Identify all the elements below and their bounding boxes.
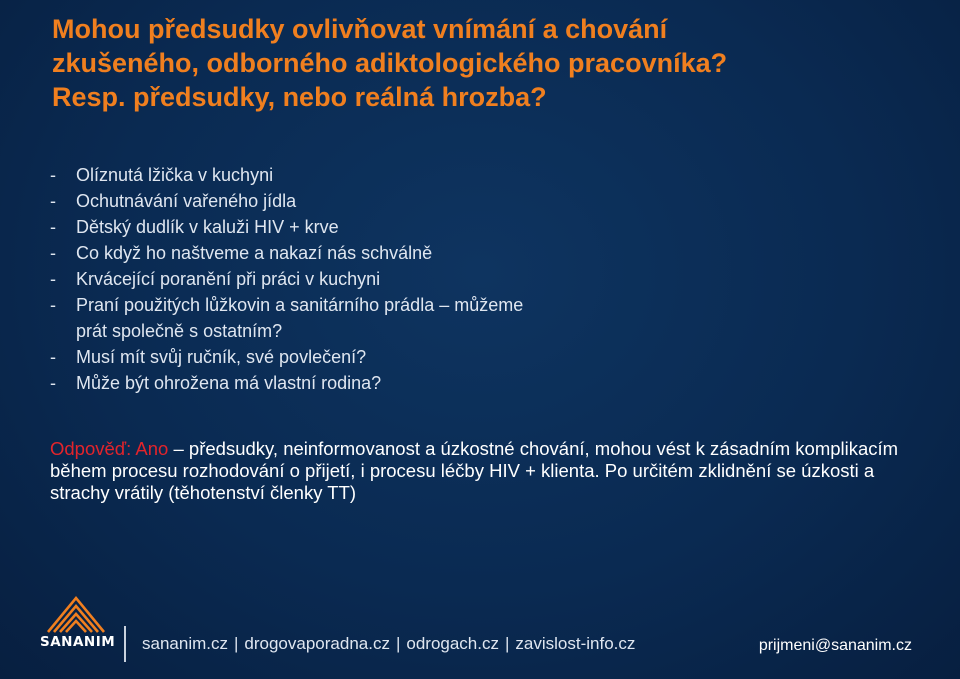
footer bbox=[0, 590, 960, 679]
title-line: Resp. předsudky, nebo reálná hrozba? bbox=[52, 82, 547, 112]
list-item bbox=[50, 240, 930, 266]
bullet-dash bbox=[50, 318, 76, 344]
answer-label: Odpověď: Ano bbox=[50, 438, 169, 459]
bullet-text: Ochutnávání vařeného jídla bbox=[76, 191, 297, 211]
answer-paragraph bbox=[50, 438, 910, 504]
slide-title bbox=[52, 12, 932, 114]
bullet-list bbox=[50, 162, 930, 396]
list-item bbox=[50, 162, 930, 188]
list-item bbox=[50, 344, 930, 370]
list-item bbox=[50, 188, 930, 214]
bullet-text: Dětský dudlík v kaluži HIV + krve bbox=[76, 217, 339, 237]
footer-sites bbox=[142, 634, 635, 654]
bullet-text: Krvácející poranění při práci v kuchyni bbox=[76, 269, 381, 289]
site-link[interactable]: odrogach.cz bbox=[406, 634, 499, 653]
bullet-dash: - bbox=[50, 295, 56, 315]
bullet-text: Co když ho naštveme a nakazí nás schválně bbox=[76, 243, 433, 263]
title-line: zkušeného, odborného adiktologického pracovníka? bbox=[52, 48, 728, 78]
site-separator: | bbox=[233, 634, 239, 653]
bullet-dash: - bbox=[50, 165, 56, 185]
bullet-dash: - bbox=[50, 347, 56, 367]
list-item bbox=[50, 318, 930, 344]
list-item bbox=[50, 266, 930, 292]
site-separator: | bbox=[395, 634, 401, 653]
title-line: Mohou předsudky ovlivňovat vnímání a chování bbox=[52, 14, 668, 44]
bullet-dash: - bbox=[50, 191, 56, 211]
footer-divider bbox=[124, 626, 126, 662]
site-link[interactable]: drogovaporadna.cz bbox=[244, 634, 390, 653]
site-link[interactable]: zavislost-info.cz bbox=[515, 634, 636, 653]
bullet-text: Musí mít svůj ručník, své povlečení? bbox=[76, 347, 367, 367]
bullet-dash: - bbox=[50, 243, 56, 263]
bullet-text: prát společně s ostatním? bbox=[76, 321, 283, 341]
bullet-text: Praní použitých lůžkovin a sanitárního prádla – můžeme bbox=[76, 295, 524, 315]
logo-text: SANANIM bbox=[40, 634, 116, 650]
bullet-dash: - bbox=[50, 373, 56, 393]
bullet-dash: - bbox=[50, 217, 56, 237]
list-item bbox=[50, 370, 930, 396]
bullet-text: Olíznutá lžička v kuchyni bbox=[76, 165, 274, 185]
site-separator: | bbox=[505, 634, 510, 653]
sananim-logo-icon bbox=[38, 594, 114, 666]
bullet-dash: - bbox=[50, 269, 56, 289]
list-item bbox=[50, 214, 930, 240]
answer-text: – předsudky, neinformovanost a úzkostné chování, mohou vést k zásadním komplikacím během procesu rozhodování o přijetí, i procesu léčby HIV + klienta. Po určitém zklidnění se úzkosti a strachy vrátily (těhotenství členky TT) bbox=[50, 438, 899, 503]
footer-email[interactable]: prijmeni@sananim.cz bbox=[758, 637, 912, 654]
bullet-text: Může být ohrožena má vlastní rodina? bbox=[76, 373, 382, 393]
list-item bbox=[50, 292, 930, 318]
site-link[interactable]: sananim.cz bbox=[142, 634, 228, 653]
